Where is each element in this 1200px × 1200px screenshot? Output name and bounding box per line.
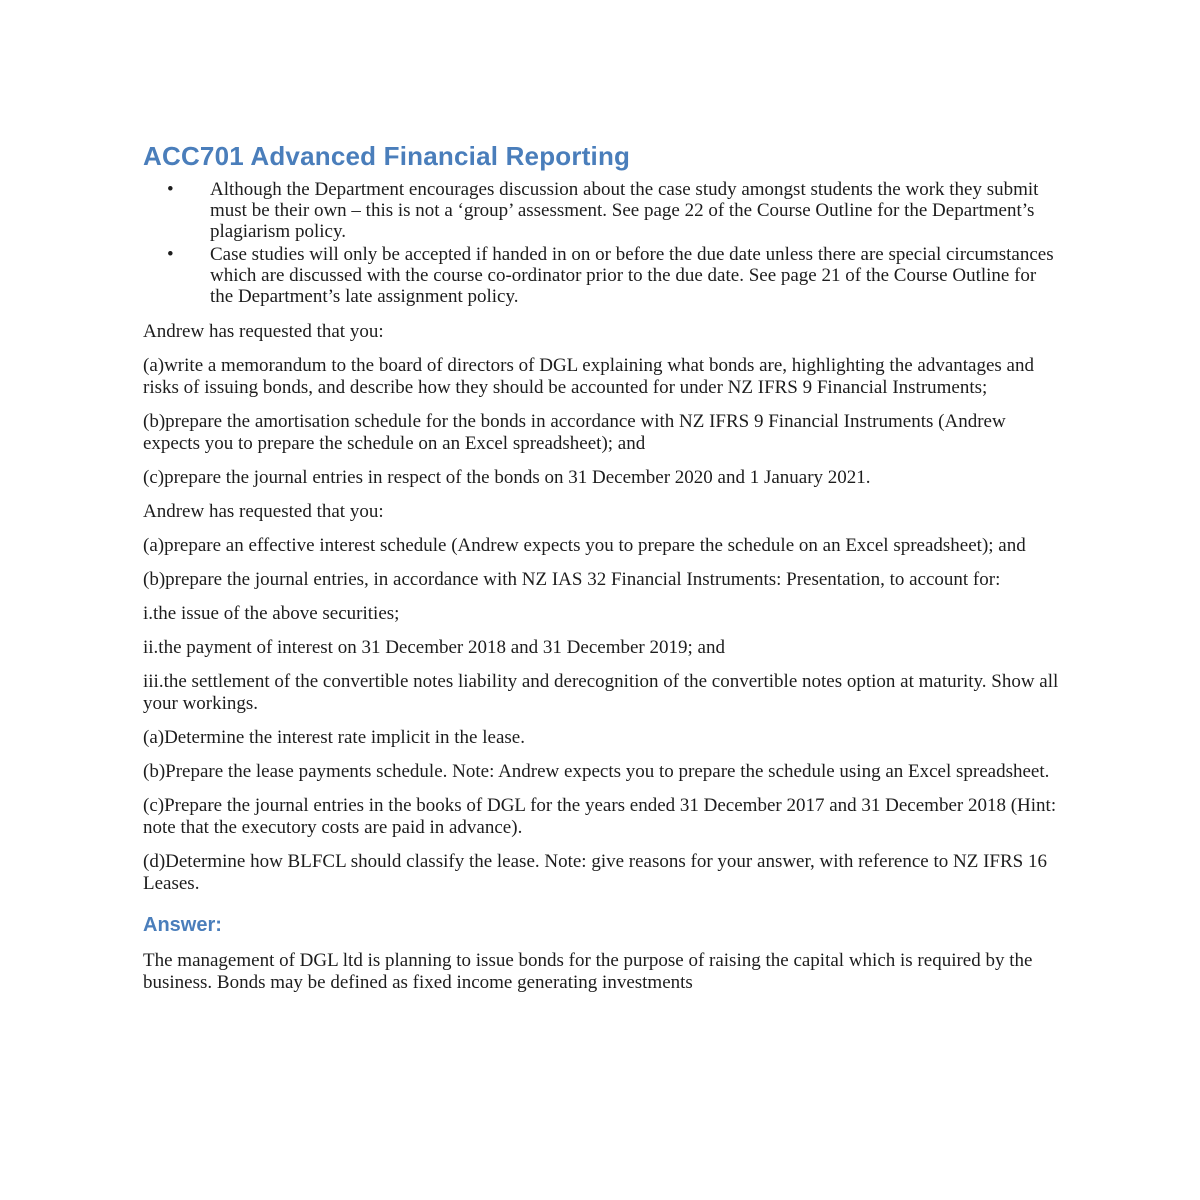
paragraph-item-ii: ii.the payment of interest on 31 December 2018 and 31 December 2019; and bbox=[143, 637, 725, 658]
paragraph-lease-c: (c)Prepare the journal entries in the books of DGL for the years ended 31 December 2017 and 31 December 2018 (Hint: note that the executory costs are paid in advance). bbox=[143, 795, 1057, 838]
paragraph-task-a-bonds: (a)write a memorandum to the board of directors of DGL explaining what bonds are, highlighting the advantages and risks of issuing bonds, and describe how they should be accounted for under NZ IFRS 9 Financial Instruments; bbox=[143, 355, 1034, 398]
paragraph-request-intro-2: Andrew has requested that you: bbox=[143, 501, 384, 522]
bullet-item: • Although the Department encourages discussion about the case study amongst students the work they submit must be their own – this is not a ‘group’ assessment. See page 22 of the Course Outline for the Department’s plagiarism policy. bbox=[210, 179, 1062, 242]
document-title: ACC701 Advanced Financial Reporting bbox=[143, 141, 631, 171]
paragraph-task-b-amortisation: (b)prepare the amortisation schedule for the bonds in accordance with NZ IFRS 9 Financial Instruments (Andrew expects you to prepare the schedule on an Excel spreadsheet); and bbox=[143, 411, 1006, 454]
paragraph-item-iii: iii.the settlement of the convertible notes liability and derecognition of the convertible notes option at maturity. Show all your workings. bbox=[143, 671, 1059, 714]
paragraph-task-b-journal-ias32: (b)prepare the journal entries, in accordance with NZ IAS 32 Financial Instruments: Presentation, to account for: bbox=[143, 569, 1001, 590]
answer-heading: Answer: bbox=[143, 914, 222, 936]
paragraph-task-c-journal: (c)prepare the journal entries in respect of the bonds on 31 December 2020 and 1 January 2021. bbox=[143, 467, 871, 488]
paragraph-lease-b: (b)Prepare the lease payments schedule. Note: Andrew expects you to prepare the schedule using an Excel spreadsheet. bbox=[143, 761, 1050, 782]
paragraph-lease-d: (d)Determine how BLFCL should classify the lease. Note: give reasons for your answer, with reference to NZ IFRS 16 Leases. bbox=[143, 851, 1047, 894]
bullet-item: • Case studies will only be accepted if handed in on or before the due date unless there are special circumstances which are discussed with the course co-ordinator prior to the due date. See page 21 of the Course Outline for the Department’s late assignment policy. bbox=[210, 244, 1062, 307]
paragraph-task-a-interest-schedule: (a)prepare an effective interest schedule (Andrew expects you to prepare the schedule on an Excel spreadsheet); and bbox=[143, 535, 1026, 556]
paragraph-lease-a: (a)Determine the interest rate implicit in the lease. bbox=[143, 727, 525, 748]
bullet-list bbox=[143, 179, 1062, 307]
paragraph-request-intro-1: Andrew has requested that you: bbox=[143, 321, 384, 342]
answer-paragraph: The management of DGL ltd is planning to issue bonds for the purpose of raising the capital which is required by the business. Bonds may be defined as fixed income generating investments bbox=[143, 950, 1033, 993]
paragraph-item-i: i.the issue of the above securities; bbox=[143, 603, 400, 624]
